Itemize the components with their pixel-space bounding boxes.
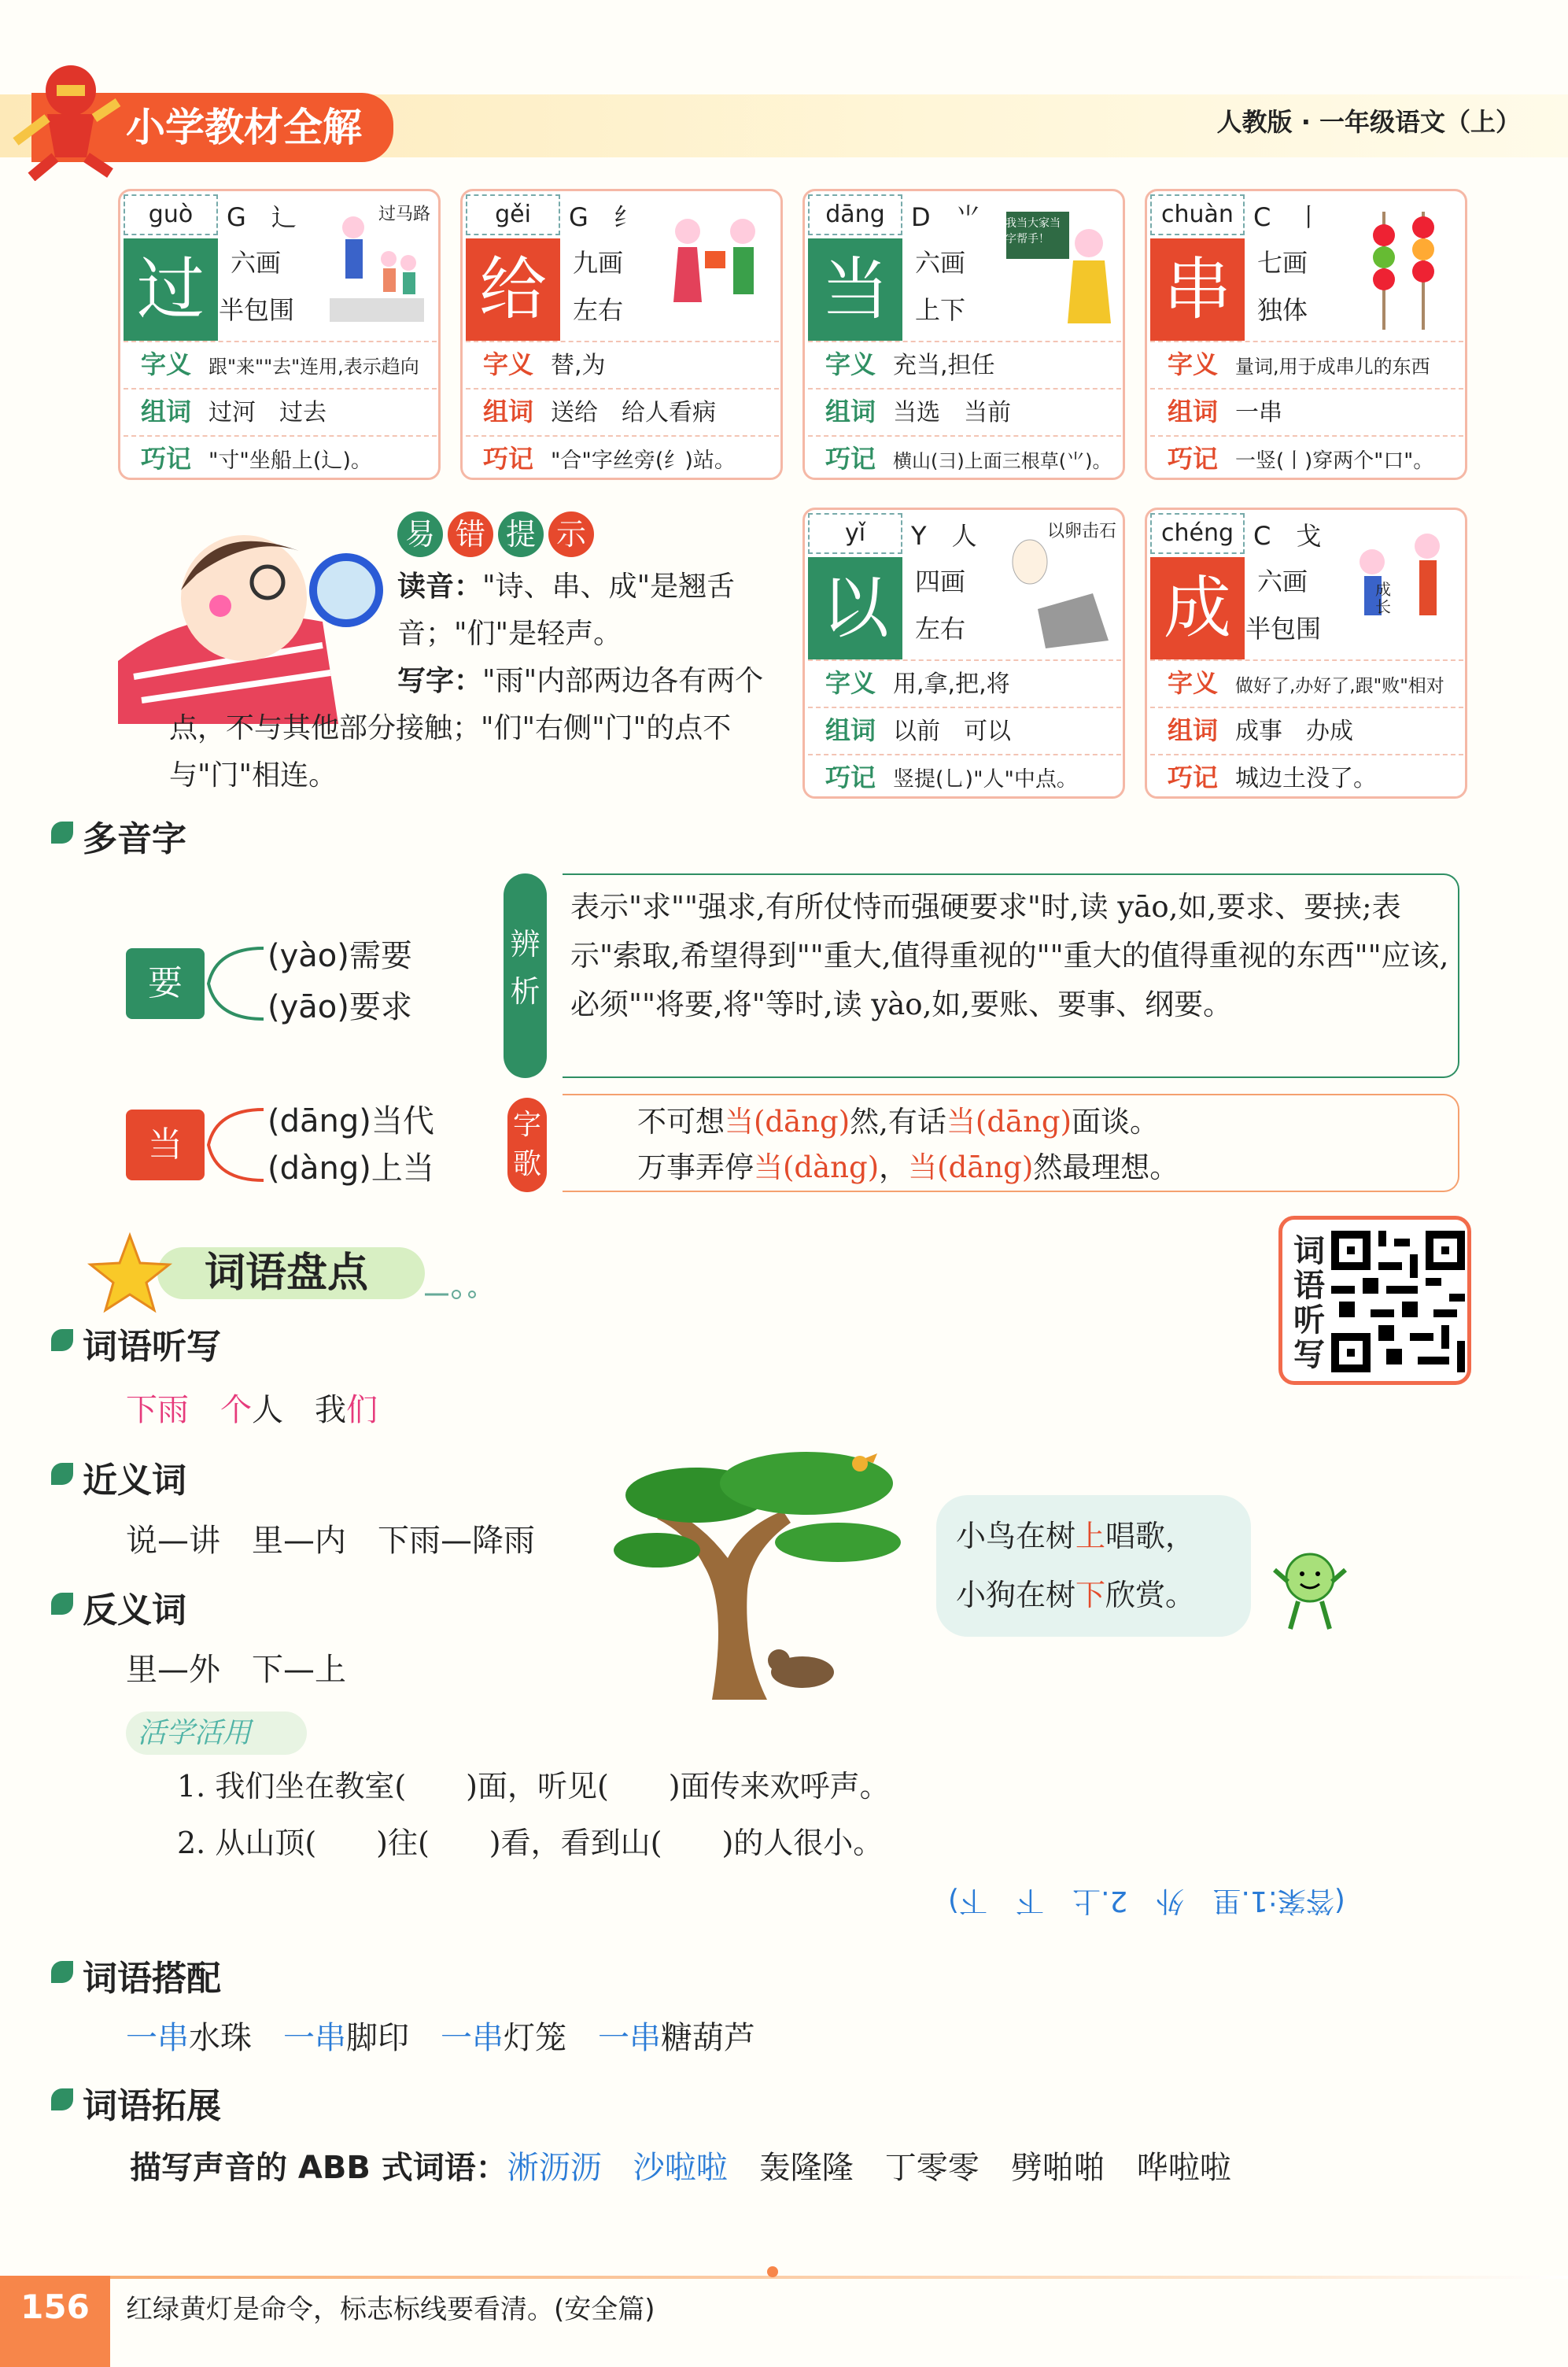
pic-caption: 我当大家当字帮手！ xyxy=(1005,217,1061,246)
dictation-title: 词语听写 xyxy=(83,1318,221,1368)
practice-answer: (答案:1.里 外 2.上 下 下) xyxy=(948,1885,1345,1917)
big-char: 成 xyxy=(1150,557,1245,659)
error-tip-reading: 读音："诗、串、成"是翘舌音；"们"是轻声。 xyxy=(397,570,736,650)
yao-analysis-text: 表示"求""强求,有所仗恃而强硬要求"时,读 yāo,如,要求、要挟;表示"索取,希望得到""重大,值得重视的""重大的值得重视的东西""应该,必须""将要,将"等时,读 yào,如,要账、要事、纲要。 xyxy=(563,873,1459,1078)
words-row: 组词 一串 xyxy=(1150,388,1463,434)
practice-question-1: 1. 我们坐在教室( )面，听见( )面传来欢呼声。 xyxy=(177,1769,890,1804)
footer-rule xyxy=(0,2276,1568,2279)
ironman-mascot-icon xyxy=(8,55,126,181)
rhyme-line-2: 万事弄停当(dàng)，当(dāng)然最理想。 xyxy=(637,1150,1179,1184)
error-tip-title: 易 错 提 示 xyxy=(397,511,594,557)
words-row: 组词 过河 过去 xyxy=(124,388,437,434)
collocation-items: 一串水珠 一串脚印 一串灯笼 一串糖葫芦 xyxy=(126,2020,755,2056)
pic-caption: 成长 xyxy=(1375,580,1391,616)
edition-label: 人教版 · 一年级语文（上） xyxy=(1216,107,1521,137)
big-char: 以 xyxy=(808,557,902,659)
expansion-text: 描写声音的 ABB 式词语：淅沥沥 沙啦啦 轰隆隆 丁零零 劈啪啪 哗啦啦 xyxy=(130,2150,1231,2186)
words-row: 组词 送给 给人看病 xyxy=(466,388,779,434)
structure: 独体 xyxy=(1257,295,1308,325)
antonyms-title: 反义词 xyxy=(83,1582,186,1632)
words-row: 组词 以前 可以 xyxy=(808,707,1121,752)
pic-caption: 过马路 xyxy=(378,205,430,224)
tip-row: 巧记 一竖(丨)穿两个"口"。 xyxy=(1150,435,1463,480)
error-tip-writing: 写字："雨"内部两边各有两个点，不与其他部分接触；"们"右侧"门"的点不与"门"相连。 xyxy=(169,664,764,792)
practice-question-2: 2. 从山顶( )往( )看，看到山( )的人很小。 xyxy=(177,1826,884,1860)
char-card-dang xyxy=(802,189,1125,480)
brace-icon xyxy=(201,1102,264,1188)
qr-dictation-box[interactable] xyxy=(1278,1216,1471,1385)
rhyme-line-1: 不可想当(dāng)然,有话当(dāng)面谈。 xyxy=(637,1105,1160,1139)
strokes: 九画 xyxy=(573,248,624,278)
analysis-tag: 辨 析 xyxy=(504,873,547,1078)
tip-row: 巧记 "寸"坐船上(辶)。 xyxy=(124,435,437,480)
qr-label: 词 语 听 写 xyxy=(1293,1233,1325,1373)
dictation-words: 下雨 个人 我们 xyxy=(126,1392,378,1428)
pinyin: chéng xyxy=(1150,513,1245,554)
big-char: 过 xyxy=(124,238,218,341)
char-card-yi xyxy=(802,508,1125,799)
initial-radical: G 纟 xyxy=(569,202,639,232)
expansion-title: 词语拓展 xyxy=(83,2077,221,2128)
char-card-gei xyxy=(460,189,783,480)
polyphone-title: 多音字 xyxy=(83,811,186,861)
yao-reading-1: (yào)需要 xyxy=(267,938,412,974)
meaning-row: 字义 跟"来""去"连用,表示趋向 xyxy=(124,341,437,386)
children-growing-illustration-icon xyxy=(1341,515,1459,656)
pinyin: gěi xyxy=(466,194,560,235)
structure: 左右 xyxy=(915,614,966,644)
collocation-title: 词语搭配 xyxy=(83,1950,221,2000)
tip-row: 巧记 横山(彐)上面三根草(⺌)。 xyxy=(808,435,1121,480)
pinyin: dāng xyxy=(808,194,902,235)
tip-row: 巧记 "合"字丝旁(纟)站。 xyxy=(466,435,779,480)
page-number: 156 xyxy=(0,2276,110,2367)
brand-title: 小学教材全解 xyxy=(31,93,393,162)
big-char: 串 xyxy=(1150,238,1245,341)
polyphone-char-yao: 要 xyxy=(126,948,205,1019)
initial-radical: Y 人 xyxy=(911,521,977,551)
polyphone-char-dang: 当 xyxy=(126,1110,205,1180)
char-card-cheng xyxy=(1145,508,1467,799)
antonyms-text: 里—外 下—上 xyxy=(126,1652,346,1688)
strokes: 六画 xyxy=(1257,567,1308,596)
dang-reading-1: (dāng)当代 xyxy=(267,1103,434,1139)
strokes: 六画 xyxy=(231,248,282,278)
initial-radical: C 戈 xyxy=(1253,521,1322,551)
strokes: 四画 xyxy=(915,567,966,596)
meaning-row: 字义 替,为 xyxy=(466,341,779,386)
meaning-row: 字义 做好了,办好了,跟"败"相对 xyxy=(1150,659,1463,705)
tree-bird-dog-illustration-icon xyxy=(610,1448,924,1708)
footer-dot xyxy=(767,2266,778,2277)
synonyms-title: 近义词 xyxy=(83,1452,186,1502)
char-card-chuan xyxy=(1145,189,1467,480)
strokes: 七画 xyxy=(1257,248,1308,278)
candied-fruit-skewer-icon xyxy=(1341,196,1459,338)
practice-title: 活学活用 xyxy=(126,1712,307,1755)
pinyin: chuàn xyxy=(1150,194,1245,235)
meaning-row: 字义 充当,担任 xyxy=(808,341,1121,386)
words-row: 组词 成事 办成 xyxy=(1150,707,1463,752)
big-char: 当 xyxy=(808,238,902,341)
strokes: 六画 xyxy=(915,248,966,278)
initial-radical: G 辶 xyxy=(227,202,297,232)
tree-bubble: 小鸟在树上唱歌， 小狗在树下欣赏。 xyxy=(936,1495,1251,1637)
tip-row: 巧记 城边土没了。 xyxy=(1150,754,1463,799)
words-row: 组词 当选 当前 xyxy=(808,388,1121,434)
meaning-row: 字义 量词,用于成串儿的东西 xyxy=(1150,341,1463,386)
initial-radical: C 丨 xyxy=(1253,202,1322,232)
yao-reading-2: (yāo)要求 xyxy=(267,989,412,1025)
dang-reading-2: (dàng)上当 xyxy=(267,1150,434,1187)
pinyin: yǐ xyxy=(808,513,902,554)
char-card-guo xyxy=(118,189,441,480)
pic-caption: 以卵击石 xyxy=(1046,522,1116,541)
pinyin: guò xyxy=(124,194,218,235)
brace-icon xyxy=(201,940,264,1027)
giving-gift-illustration-icon xyxy=(656,196,774,338)
initial-radical: D ⺌ xyxy=(911,202,981,232)
structure: 左右 xyxy=(573,295,624,325)
tip-row: 巧记 竖提(乚)"人"中点。 xyxy=(808,754,1121,799)
footer-slogan: 红绿黄灯是命令，标志标线要看清。(安全篇) xyxy=(126,2294,655,2325)
qr-code-icon[interactable] xyxy=(1331,1231,1465,1372)
synonyms-text: 说—讲 里—内 下雨—降雨 xyxy=(126,1523,535,1559)
structure: 半包围 xyxy=(219,295,295,325)
dang-rhyme-text xyxy=(563,1094,1459,1192)
structure: 半包围 xyxy=(1245,614,1322,644)
rhyme-tag: 字 歌 xyxy=(507,1098,547,1192)
meaning-row: 字义 用,拿,把,将 xyxy=(808,659,1121,705)
structure: 上下 xyxy=(915,295,966,325)
big-char: 给 xyxy=(466,238,560,341)
green-smiley-mascot-icon xyxy=(1271,1546,1349,1633)
words-review-title: 词语盘点 xyxy=(205,1250,369,1297)
